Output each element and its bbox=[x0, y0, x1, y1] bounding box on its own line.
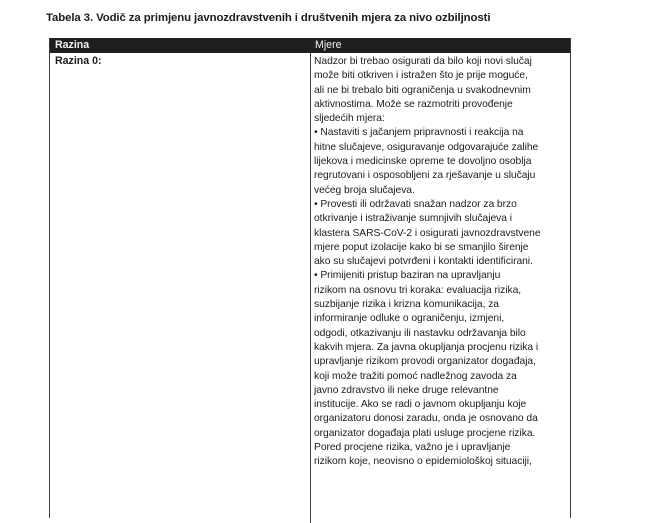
measure-line: upravljanje rizikom provodi organizator događaja, bbox=[314, 356, 536, 368]
measure-line: Pored procjene rizika, važno je i upravljanje bbox=[314, 442, 511, 454]
measure-line: informiranje odluke o ograničenju, izmjeni, bbox=[314, 313, 505, 325]
header-measures: Mjere bbox=[315, 39, 342, 51]
measure-line: organizatoru donosi zaradu, onda je osnovano da bbox=[314, 413, 538, 425]
measures-table bbox=[49, 38, 571, 518]
measure-line: hitne slučajeve, osiguravanje odgovarajuće zalihe bbox=[314, 141, 539, 153]
measure-line: aktivnostima. Može se razmotriti provođenje bbox=[314, 98, 513, 110]
measure-line: kakvih mjera. Za javna okupljanja procjenu rizika i bbox=[314, 341, 539, 353]
measure-line: rizikom koje, neovisno o epidemiološkoj situaciji, bbox=[314, 456, 532, 468]
measure-line: sljedećih mjera: bbox=[314, 113, 385, 125]
measure-line: mjere poput izolacije kako bi se smanjilo širenje bbox=[314, 241, 529, 253]
measure-line: rizikom na osnovu tri koraka: evaluacija rizika, bbox=[314, 284, 522, 296]
measure-line: odgodi, otkazivanju ili nastavku održavanja bilo bbox=[314, 327, 526, 339]
level-label: Razina 0: bbox=[55, 55, 102, 67]
table-title: Tabela 3. Vodič za primjenu javnozdravstvenih i društvenih mjera za nivo ozbiljnosti bbox=[46, 12, 491, 24]
column-divider bbox=[310, 53, 311, 523]
measure-line: • Primijeniti pristup baziran na upravljanju bbox=[314, 270, 501, 282]
header-level: Razina bbox=[55, 39, 90, 51]
measure-line: koji može tražiti pomoć nadležnog zavoda za bbox=[314, 370, 517, 382]
measure-line: otkrivanje i istraživanje sumnjivih slučajeva i bbox=[314, 213, 512, 225]
measure-line: Nadzor bi trebao osigurati da bilo koji novi slučaj bbox=[314, 56, 532, 67]
measure-line: javno zdravstvo ili neke druge relevantne bbox=[314, 384, 499, 396]
measure-line: ali ne bi trebalo biti ograničenja u svakodnevnim bbox=[314, 84, 531, 96]
measures-text bbox=[314, 55, 566, 470]
measure-line: lijekova i medicinske opreme te dovoljno osoblja bbox=[314, 156, 532, 168]
measure-line: institucije. Ako se radi o javnom okupljanju koje bbox=[314, 399, 527, 411]
measure-line: većeg broja slučajeva. bbox=[314, 184, 415, 196]
measure-line: suzbijanje rizika i krizna komunikacija, za bbox=[314, 299, 499, 311]
table-header-row bbox=[50, 38, 570, 53]
measure-line: organizator događaja plati usluge procjene rizika. bbox=[314, 427, 536, 439]
measure-line: ako su slučajevi potvrđeni i kontakti identificirani. bbox=[314, 256, 533, 268]
measure-line: regrutovani i osposobljeni za rješavanje u slučaju bbox=[314, 170, 536, 182]
measure-line: klastera SARS-CoV-2 i osigurati javnozdravstvene bbox=[314, 227, 541, 239]
measure-line: • Nastaviti s jačanjem pripravnosti i reakcija na bbox=[314, 127, 524, 139]
measure-line: može biti otkriven i istražen što je prije moguće, bbox=[314, 70, 528, 82]
measure-line: • Provesti ili održavati snažan nadzor za brzo bbox=[314, 198, 517, 210]
